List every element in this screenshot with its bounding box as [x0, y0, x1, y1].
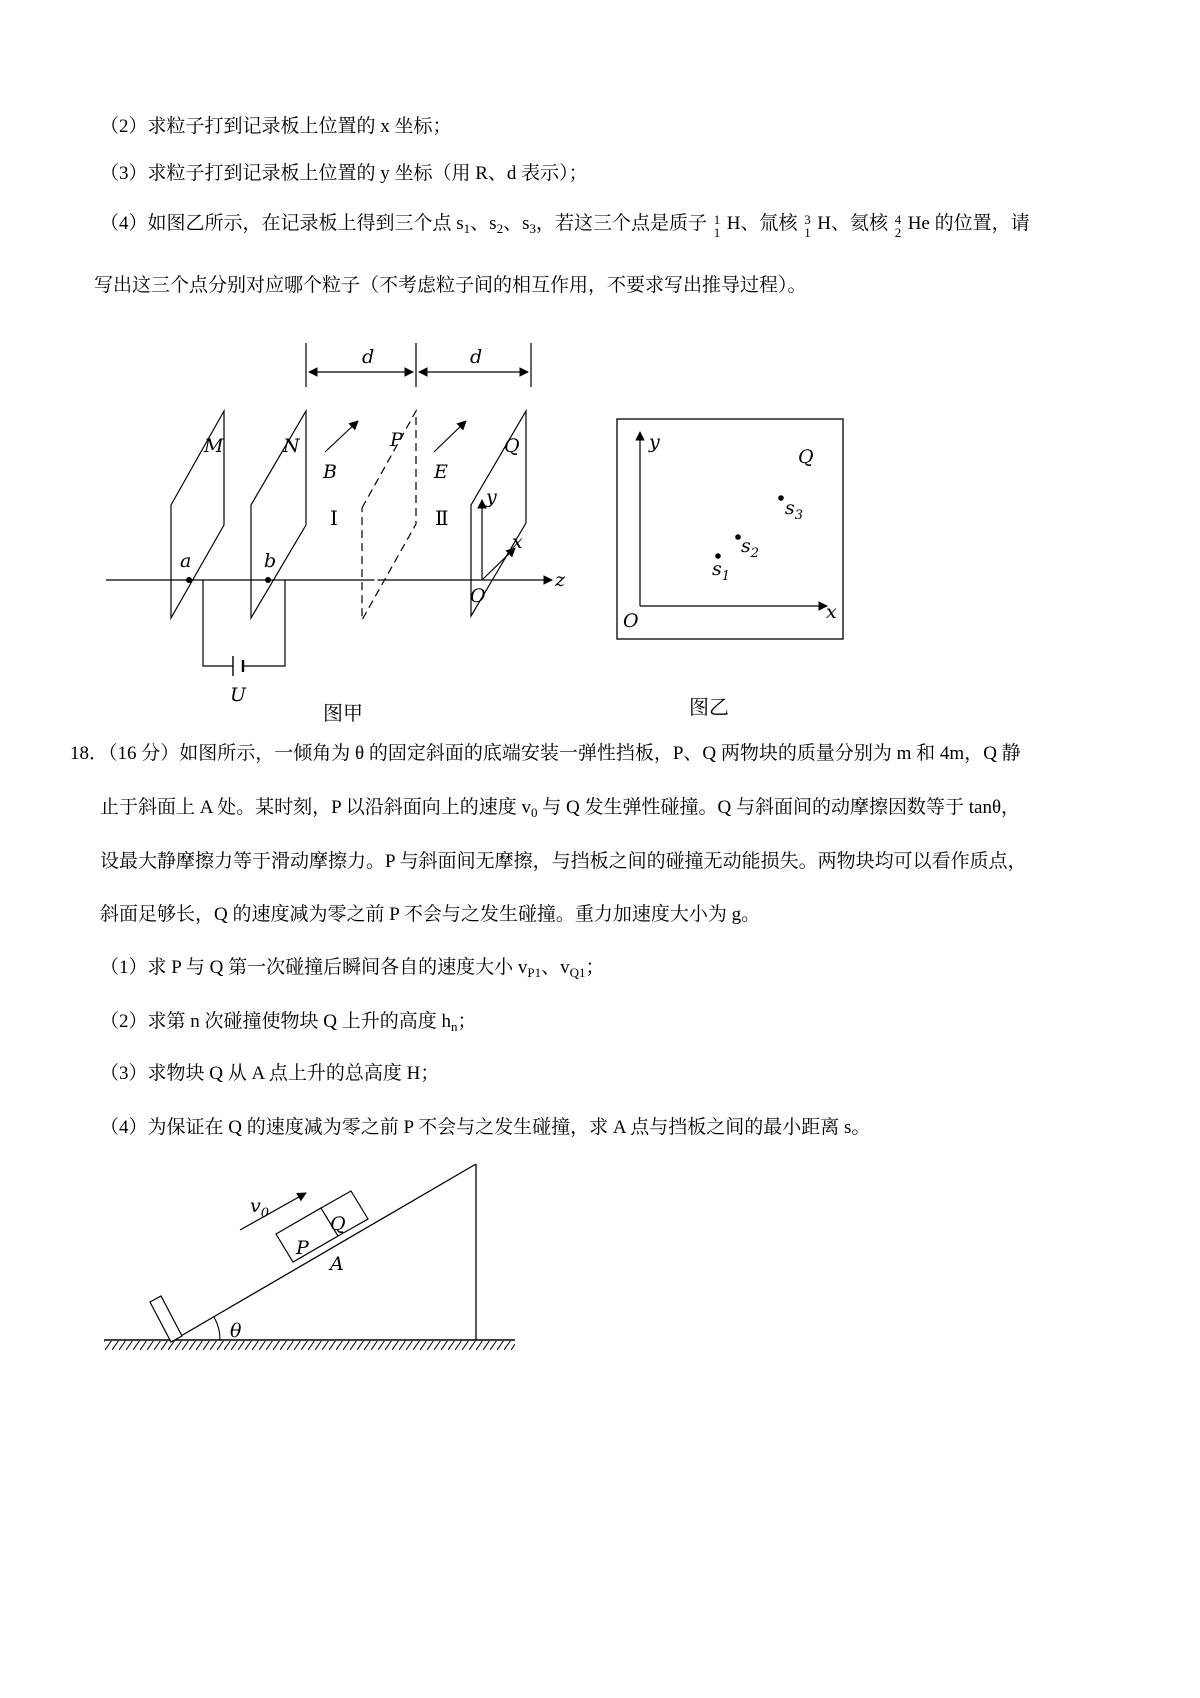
label-d1: d [362, 346, 375, 368]
caption-jia: 图甲 [323, 701, 363, 725]
elastic-barrier [150, 1296, 182, 1342]
label-d2: d [470, 346, 483, 368]
label-region-II: Ⅱ [435, 506, 449, 530]
label-z: z [555, 569, 566, 591]
q18-line-1: 18．（16 分）如图所示，一倾角为 θ 的固定斜面的底端安装一弹性挡板，P、Q 两物块的质量分别为 m 和 4m，Q 静 [70, 743, 1021, 764]
q17-part-3: （3）求粒子打到记录板上位置的 y 坐标（用 R、d 表示）； [100, 163, 588, 184]
q18-line-3: 设最大静摩擦力等于滑动摩擦力。P 与斜面间无摩擦，与挡板之间的碰撞无动能损失。两物块均可以看作质点， [100, 851, 1027, 872]
label-N: N [283, 435, 300, 457]
label-region-I: Ⅰ [330, 506, 338, 530]
label-b: b [264, 550, 277, 572]
label-block-P: P [296, 1237, 309, 1259]
q18-part-4: （4）为保证在 Q 的速度减为零之前 P 不会与之发生碰撞，求 A 点与挡板之间的最小距离 s。 [100, 1117, 871, 1138]
isotope-helium: 4 2 [894, 212, 902, 240]
q18-part-2: （2）求第 n 次碰撞使物块 Q 上升的高度 $h_n$； [100, 1011, 477, 1034]
label-s2: $s_2$ [741, 535, 760, 561]
label-P: P [390, 429, 403, 451]
label-s3: $s_3$ [785, 497, 804, 523]
q17-part-2: （2）求粒子打到记录板上位置的 x 坐标； [100, 116, 452, 137]
caption-yi: 图乙 [689, 695, 729, 719]
q17-part-4: （4）如图乙所示，在记录板上得到三个点 $s_1$、$s_2$、$s_3$，若这三个点是质子 1 1 H、氚核 3 1 H、氦核 4 2 He 的位置，请 [100, 212, 1030, 240]
label-E: E [434, 461, 448, 483]
label-A: A [330, 1253, 344, 1275]
q18-part-3: （3）求物块 Q 从 A 点上升的总高度 H； [100, 1063, 440, 1084]
label-B: B [323, 461, 337, 483]
label-Q-yi: Q [798, 446, 814, 468]
label-s1: $s_1$ [712, 558, 731, 584]
label-y-jia: y [486, 486, 497, 508]
label-M: M [204, 435, 224, 457]
label-a: a [180, 550, 192, 572]
isotope-tritium: 3 1 [804, 212, 811, 240]
label-x-yi: x [826, 601, 837, 623]
q18-line-4: 斜面足够长，Q 的速度减为零之前 P 不会与之发生碰撞。重力加速度大小为 g。 [100, 904, 761, 925]
label-v0: $v_0$ [250, 1195, 270, 1221]
label-y-yi: y [649, 431, 660, 453]
label-U: U [230, 684, 247, 706]
q18-part-1: （1）求 P 与 Q 第一次碰撞后瞬间各自的速度大小 $v_{P1}$、$v_{Q1}$； [100, 957, 605, 980]
label-x-jia: x [512, 531, 523, 553]
label-theta: θ [230, 1320, 242, 1342]
label-block-Q: Q [330, 1213, 346, 1235]
label-O-jia: O [470, 585, 486, 607]
isotope-proton: 1 1 [713, 212, 721, 240]
label-Q: Q [504, 435, 520, 457]
label-O-yi: O [623, 610, 639, 632]
q18-line-2: 止于斜面上 A 处。某时刻，P 以沿斜面向上的速度 $v_0$ 与 Q 发生弹性碰撞。Q 与斜面间的动摩擦因数等于 tanθ， [100, 797, 1021, 820]
q17-part-4-line2: 写出这三个点分别对应哪个粒子（不考虑粒子间的相互作用，不要求写出推导过程）。 [94, 275, 807, 296]
